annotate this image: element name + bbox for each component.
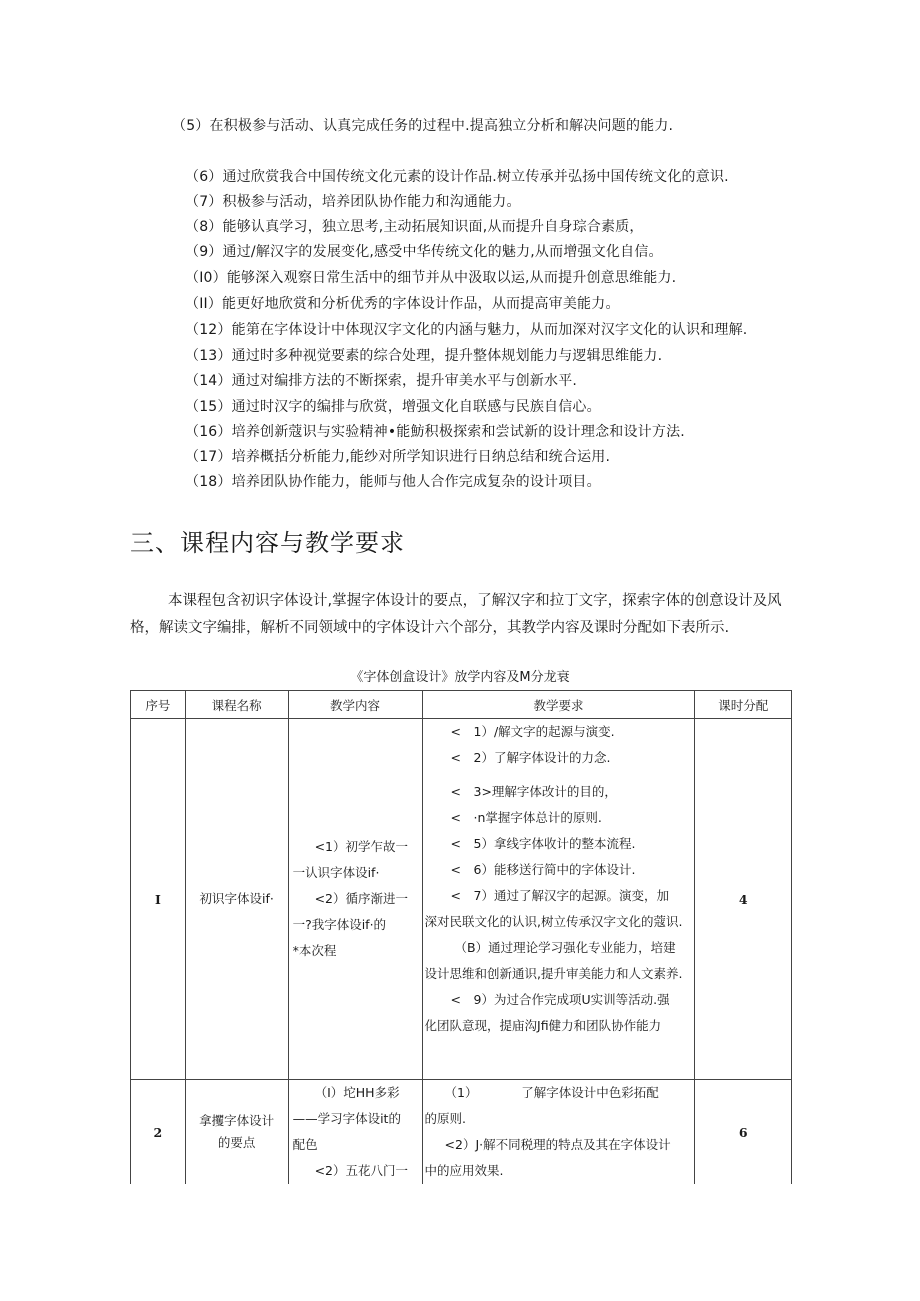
content-line: 一?我字体设if·的	[292, 917, 387, 932]
content-line: 一认识字体设if·	[292, 865, 380, 880]
row-course-name: 初识字体设if·	[185, 719, 288, 1080]
section-intro: 本课程包含初识字体设计,掌握字体设计的要点，了解汉字和拉丁文字，探索字体的创意设计及风格，解读文字编排，解析不同领域中的字体设计六个部分，其教学内容及课时分配如下表所示.	[130, 593, 782, 636]
table-row	[131, 719, 792, 1080]
table-caption: 《字体创盒设计》放学内容及M分龙衰	[350, 670, 570, 685]
requirement-line: < 2）了解字体设计的力念.	[450, 750, 611, 765]
requirement-line: < 3>理解字体改计的目的，	[450, 784, 617, 799]
section-heading: 三、课程内容与教学要求	[130, 529, 405, 557]
objective-9: （9）通过/解汉字的发展变化,感受中华传统文化的魅力,从而增强文化自信。	[185, 244, 663, 260]
row-number: 2	[131, 1080, 186, 1185]
content-line: <2）循序渐进一	[314, 891, 409, 906]
content-line: 配色	[292, 1137, 318, 1152]
requirement-line: < 5）拿线字体收计的整本流程.	[450, 836, 636, 851]
row-hours: 4	[695, 719, 792, 1080]
row-requirements	[422, 1080, 695, 1185]
objective-18: （18）培养团队协作能力，能师与他人合作完成复杂的设计项目。	[185, 474, 601, 490]
objective-6: （6）通过欣赏我合中国传统文化元素的设计作品.树立传承并弘扬中国传统文化的意识.	[185, 169, 729, 185]
content-line: <2）五花八门一	[314, 1163, 409, 1178]
requirement-line: 中的应用效果.	[424, 1163, 504, 1178]
table-header-row	[131, 691, 792, 719]
header-teaching-requirements: 教学要求	[422, 691, 695, 719]
content-line: ——学习字体设it的	[292, 1111, 401, 1126]
objective-14: （14）通过对编排方法的不断探索，提升审美水平与创新水平.	[185, 373, 578, 389]
requirement-line: < 6）能移送行简中的字体设计.	[450, 862, 636, 877]
requirement-line: 的原则.	[424, 1111, 466, 1126]
objective-15: （15）通过时汉字的编排与欣赏，增强文化自联感与民族自信心。	[185, 399, 601, 415]
objective-12: （12）能第在字体设计中体现汉字文化的内涵与魅力，从而加深对汉字文化的认识和理解.	[185, 322, 748, 338]
row-content	[288, 719, 422, 1080]
requirement-line: （B）通过理论学习强化专业能力，培建	[454, 940, 676, 955]
objective-17: （17）培养概括分析能力,能纱对所学知识进行日纳总结和统合运用.	[185, 449, 611, 465]
objective-16: （16）培养创新蔻识与实验精神•能魴积极探索和尝试新的设计理念和设计方法.	[185, 424, 685, 440]
objective-11: （II）能更好地欣赏和分析优秀的字体设计作品，从而提高审美能力。	[185, 296, 620, 312]
row-number: I	[131, 719, 186, 1080]
header-course-name: 课程名称	[185, 691, 288, 719]
table-row	[131, 1080, 792, 1185]
objective-5: （5）在积极参与活动、认真完成任务的过程中.提高独立分析和解决问题的能力.	[172, 118, 674, 134]
content-line: <1）初学乍故一	[314, 839, 409, 854]
course-name-line: 的要点	[217, 1135, 256, 1150]
objective-13: （13）通过时多种视觉要素的综合处理，提升整体规划能力与逻辑思维能力.	[185, 348, 663, 364]
requirement-line: < 1）/解文字的起源与演变.	[450, 724, 615, 739]
requirement-line: （1） 了解字体设计中色彩拓配	[444, 1085, 659, 1100]
header-hours: 课时分配	[695, 691, 792, 719]
row-requirements	[422, 719, 695, 1080]
row-content	[288, 1080, 422, 1185]
requirement-line: <2）J·解不同税理的特点及其在字体设计	[444, 1137, 671, 1152]
requirement-line: < ·n掌握字体总计的原则.	[450, 810, 602, 825]
course-name-line: 拿攫字体设计	[199, 1113, 275, 1128]
requirement-line: 深对民联文化的认识,树立传承汉字文化的蔻识.	[424, 914, 683, 929]
header-number: 序号	[131, 691, 186, 719]
content-line: （I）坨HH多彩	[314, 1085, 400, 1100]
objective-10: （I0）能够深入观察日常生活中的细节并从中汲取以运,从而提升创意思维能力.	[185, 270, 677, 286]
requirement-line: < 7）通过了解汉字的起源。演变，加	[450, 888, 669, 903]
content-line: *本次程	[292, 943, 337, 958]
objective-7: （7）积极参与活动，培养团队协作能力和沟通能力。	[185, 194, 521, 210]
header-teaching-content: 教学内容	[288, 691, 422, 719]
course-table	[130, 690, 792, 1184]
requirement-line: < 9）为过合作完成项U实训等活动.强	[450, 992, 670, 1007]
objective-8: （8）能够认真学习，独立思考,主动拓展知识面,从而提升自身琮合素质，	[185, 219, 644, 235]
row-hours: 6	[695, 1080, 792, 1185]
requirement-line: 设计思维和创新通识,提升审美能力和人文素养.	[424, 966, 683, 981]
requirement-line: 化团队意现，提庙沟Jfi健力和团队协作能力	[424, 1018, 662, 1033]
row-course-name	[185, 1080, 288, 1185]
